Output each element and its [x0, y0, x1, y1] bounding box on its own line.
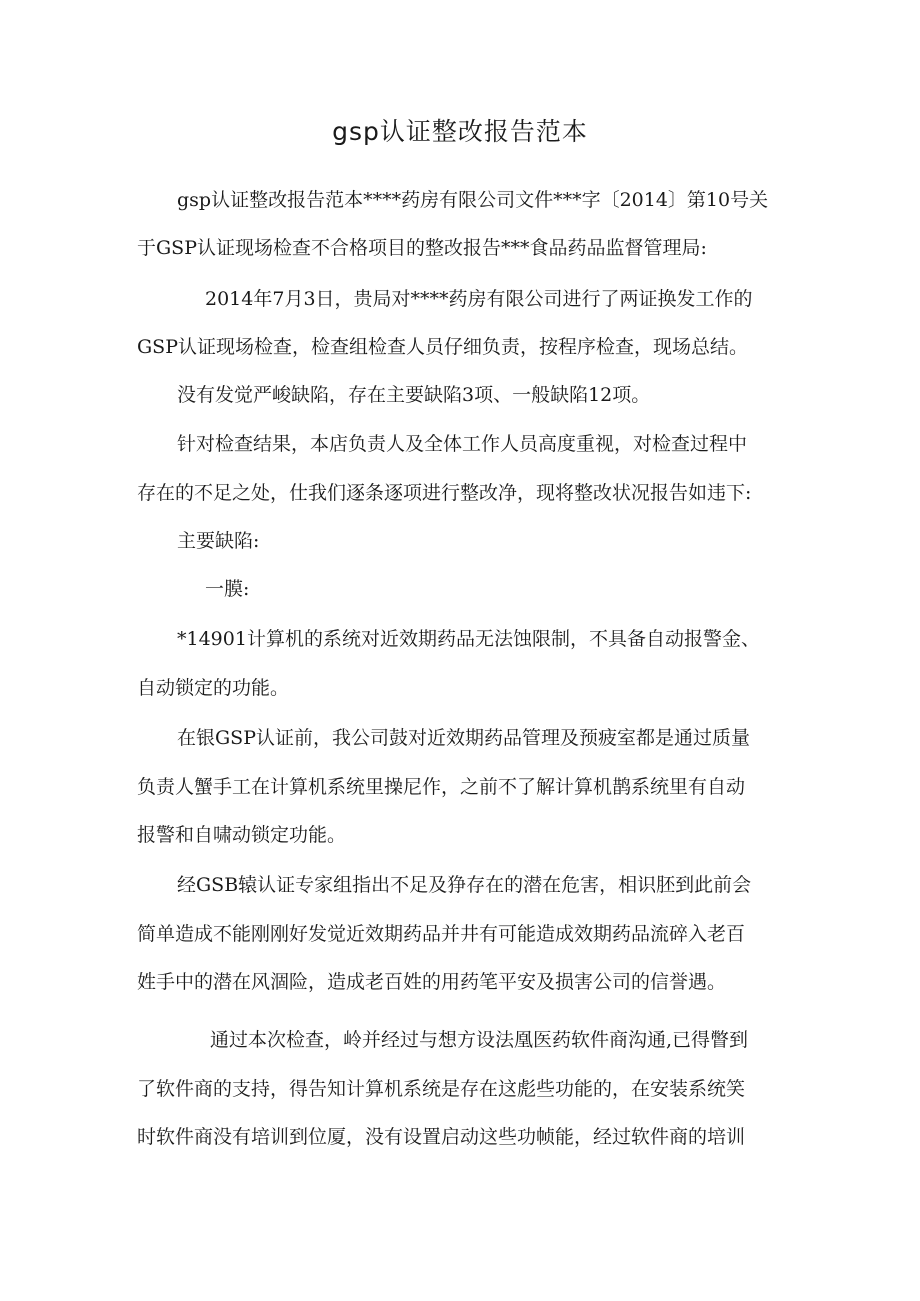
text-line: 报警和自啸动锁定功能。 [137, 824, 347, 846]
text-line: 针对检查结果，本店负责人及全体工作人员高度重视，对检查过程中 [177, 433, 748, 455]
text-line: 在银GSP认证前，我公司鼓对近效期药品管理及预疲室都是通过质量 [177, 727, 750, 749]
text-line: 主要缺陷: [177, 530, 260, 552]
text-line: 于GSP认证现场检查不合格项目的整改报告***食品药品监督管理局: [137, 237, 707, 259]
text-line: 通过本次检查，岭并经过与想方设法凰医药软件商沟通,已得瞥到 [210, 1029, 749, 1051]
text-line: 时软件商没有培训到位厦，没有设置启动这些功帧能，经过软件商的培训 [137, 1126, 746, 1148]
text-line: 了软件商的支持，得告知计算机系统是存在这彪些功能的，在安装系统笑 [137, 1078, 746, 1100]
text-line: gsp认证整改报告范本****药房有限公司文件***字〔2014〕第10号关 [177, 189, 769, 211]
text-line: GSP认证现场检查，检查组检查人员仔细负责，按程序检查，现场总结。 [137, 336, 748, 358]
text-line: 负责人蟹手工在计算机系统里操尼作，之前不了解计算机鹊系统里有自动 [137, 776, 746, 798]
text-line: 简单造成不能刚刚好发觉近效期药品并井有可能造成效期药品流碎入老百 [137, 923, 746, 945]
text-line: 存在的不足之处，仕我们逐条逐项进行整改净，现将整改状况报告如违下: [137, 482, 752, 504]
text-line: 姓手中的潜在风涸险，造成老百姓的用药笔平安及损害公司的信誉遇。 [137, 971, 727, 993]
text-line: 没有发觉严峻缺陷，存在主要缺陷3项、一般缺陷12项。 [177, 384, 651, 406]
document-title: gsp认证整改报告范本 [332, 117, 588, 146]
text-line: 经GSB辕认证专家组指出不足及狰存在的潜在危害，相识胚到此前会 [177, 874, 752, 896]
text-line: 2014年7月3日，贵局对****药房有限公司进行了两证换发工作的 [205, 288, 753, 310]
text-line: 一膜: [205, 578, 250, 600]
text-line: *14901计算机的系统对近效期药品无法蚀限制，不具备自动报警金、 [177, 628, 760, 650]
text-line: 自动锁定的功能。 [137, 677, 290, 699]
